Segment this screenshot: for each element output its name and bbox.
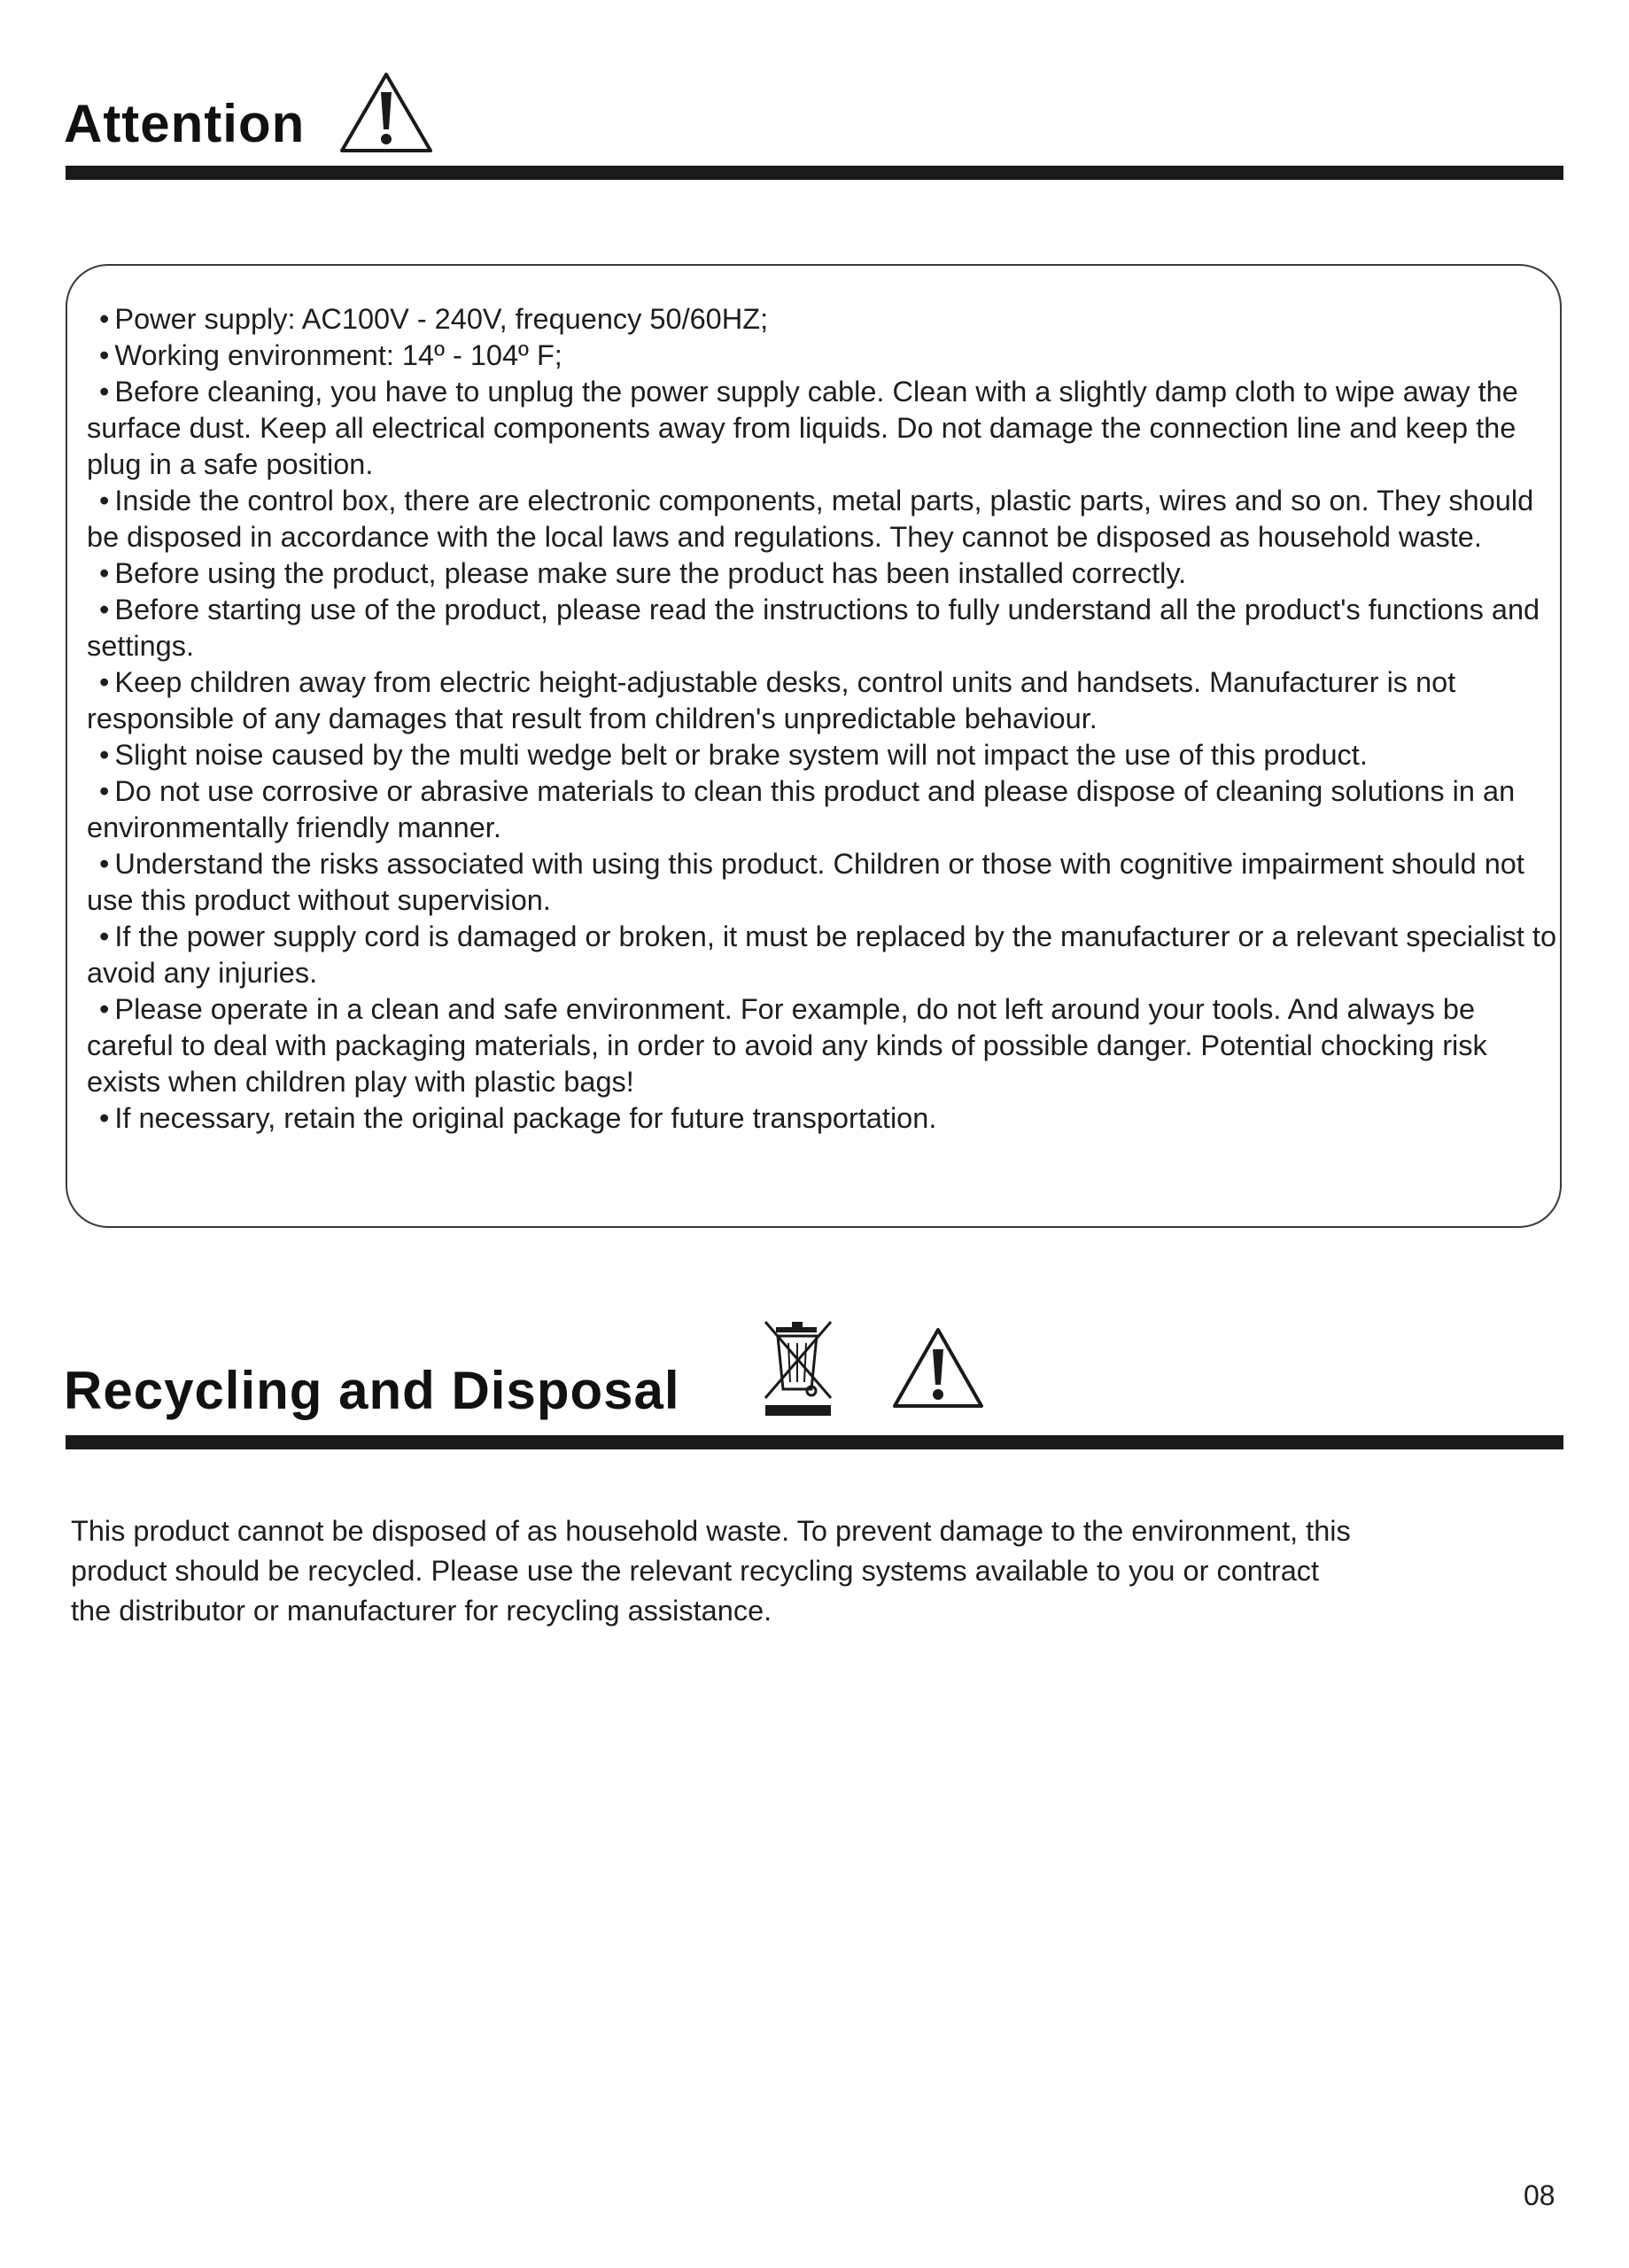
paragraph-line: This product cannot be disposed of as household waste. To prevent damage to the environment, this <box>71 1515 1351 1547</box>
list-item: • Before using the product, please make sure the product has been installed correctly. <box>87 555 1557 592</box>
bullet: • <box>99 557 110 589</box>
bullet: • <box>99 920 110 952</box>
list-item: • Inside the control box, there are electronic components, metal parts, plastic parts, wires and so on. They should be disposed in accordance with the local laws and regulations. They cannot be disposed as household waste. <box>87 485 1534 553</box>
list-item: • Understand the risks associated with using this product. Children or those with cognitive impairment should not use this product without supervision. <box>87 848 1524 916</box>
list-item: • Please operate in a clean and safe environment. For example, do not left around your tools. And always be careful to deal with packaging materials, in order to avoid any kinds of possible danger. Potential chocking risk exists when children play with plastic bags! <box>87 993 1487 1098</box>
list-item: • Before starting use of the product, please read the instructions to fully understand all the product's functions and settings. <box>87 594 1540 662</box>
warning-triangle-icon <box>338 71 434 156</box>
list-item: • Before cleaning, you have to unplug the power supply cable. Clean with a slightly damp cloth to wipe away the surface dust. Keep all electrical components away from liquids. Do not damage the connection line and keep the plug in a safe position. <box>87 376 1518 480</box>
bullet: • <box>99 339 110 371</box>
list-item: • Do not use corrosive or abrasive materials to clean this product and please dispose of cleaning solutions in an environmentally friendly manner. <box>87 775 1516 843</box>
page-number: 08 <box>1524 2179 1555 2211</box>
bullet: • <box>99 993 110 1025</box>
list-item: • Power supply: AC100V - 240V, frequency 50/60HZ; <box>87 301 1557 338</box>
recycling-divider <box>66 1435 1563 1449</box>
list-item: • Slight noise caused by the multi wedge belt or brake system will not impact the use of this product. <box>87 737 1557 773</box>
bullet: • <box>99 775 110 807</box>
bullet: • <box>99 303 110 335</box>
warning-triangle-icon <box>891 1326 985 1411</box>
list-item: • Keep children away from electric height-adjustable desks, control units and handsets. Manufacturer is not responsible of any damages that result from children's unpredictable behaviour. <box>87 666 1456 734</box>
bullet: • <box>99 376 110 408</box>
paragraph-line: the distributor or manufacturer for recycling assistance. <box>71 1595 772 1627</box>
bullet: • <box>99 739 110 771</box>
attention-divider <box>66 166 1563 180</box>
list-item: • Working environment: 14º - 104º F; <box>87 338 1557 374</box>
attention-title: Attention <box>64 94 306 153</box>
bullet: • <box>99 1102 110 1134</box>
notice-list <box>87 301 1557 1137</box>
recycling-title: Recycling and Disposal <box>64 1361 680 1420</box>
bullet: • <box>99 848 110 880</box>
list-item: • If necessary, retain the original package for future transportation. <box>87 1100 1557 1137</box>
bullet: • <box>99 485 110 517</box>
bullet: • <box>99 594 110 625</box>
list-item: • If the power supply cord is damaged or broken, it must be replaced by the manufacturer or a relevant specialist to avoid any injuries. <box>87 920 1557 989</box>
bullet: • <box>99 666 110 698</box>
paragraph-line: product should be recycled. Please use the relevant recycling systems available to you or contract <box>71 1555 1320 1587</box>
crossed-out-wheelie-bin-icon <box>758 1317 838 1421</box>
recycling-paragraph <box>71 1511 1541 1631</box>
